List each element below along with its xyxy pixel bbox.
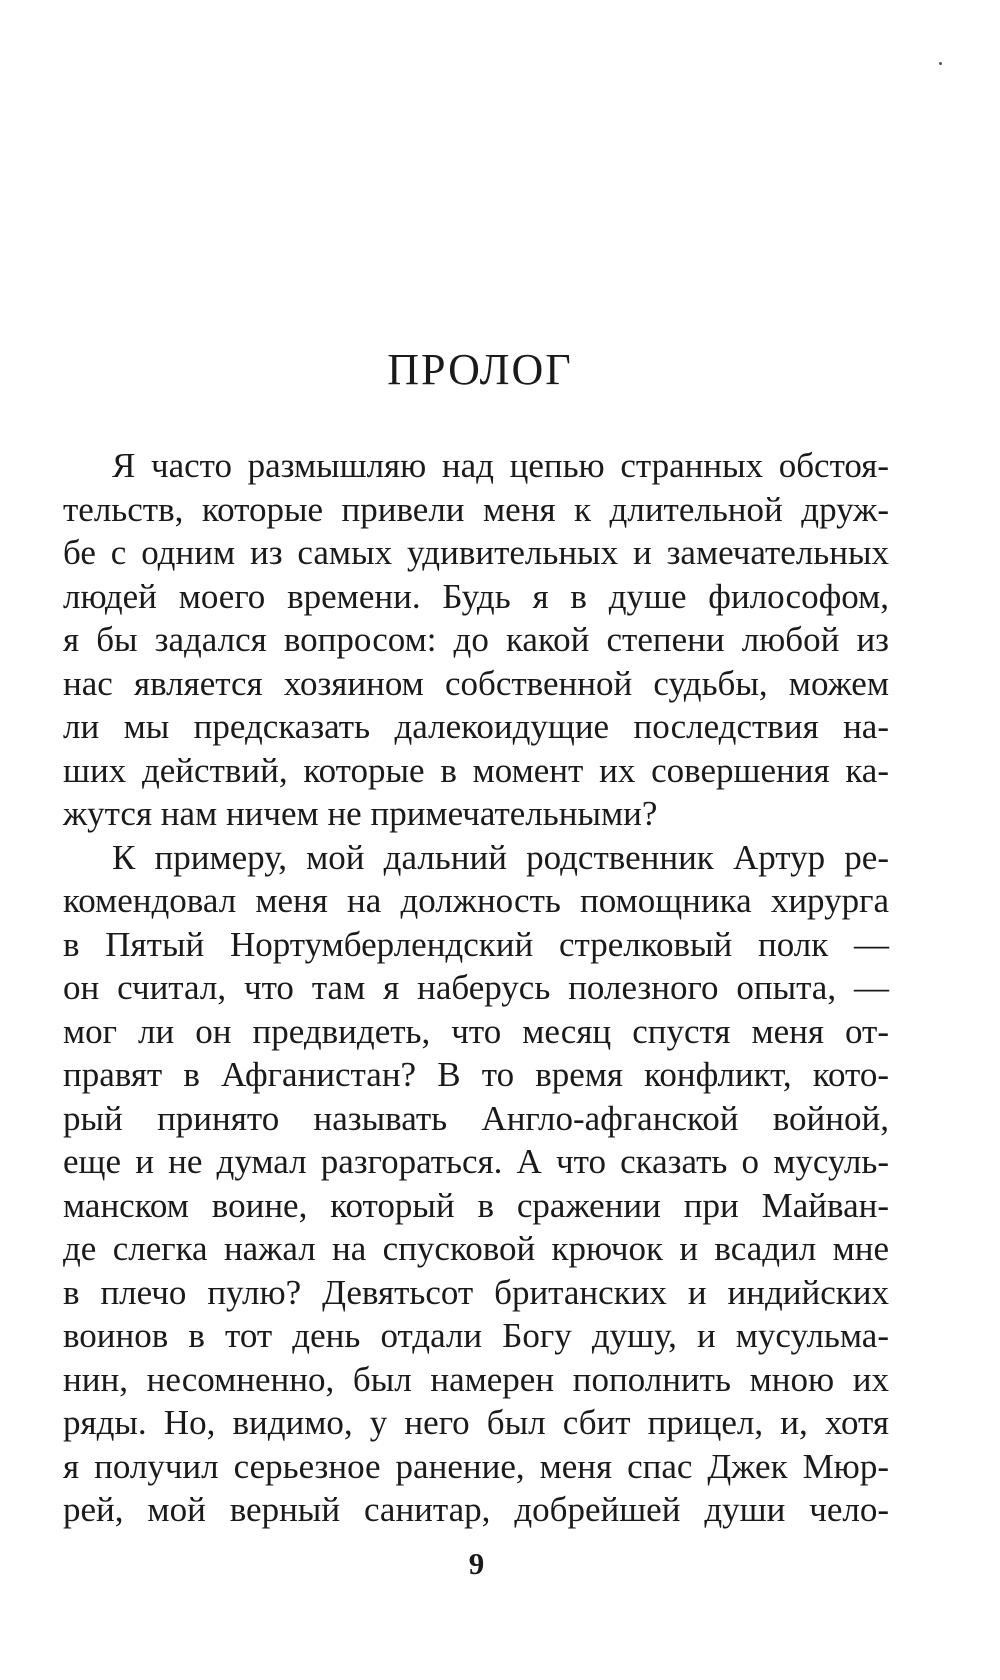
text-line: манском воине, который в сражении при Майван- <box>63 1185 889 1225</box>
text-line: рый принято называть Англо-афганской войной, <box>63 1098 889 1138</box>
text-line: в Пятый Нортумберлендский стрелковый полк — <box>63 924 889 964</box>
text-line: нас является хозяином собственной судьбы, можем <box>63 663 889 703</box>
text-line: он считал, что там я наберусь полезного опыта, — <box>63 968 889 1007</box>
text-line: ряды. Но, видимо, у него был сбит прицел, и, хотя <box>63 1403 889 1442</box>
text-line: тельств, которые привели меня к длительной друж- <box>63 489 889 529</box>
chapter-title: ПРОЛОГ <box>387 345 573 394</box>
text-line: жутся нам ничем не примечательными? <box>63 794 658 833</box>
text-line: еще и не думал разгораться. А что сказать о мусуль- <box>63 1142 889 1181</box>
text-line: де слегка нажал на спусковой крючок и всадил мне <box>63 1229 889 1268</box>
text-line: мог ли он предвидеть, что месяц спустя меня от- <box>63 1011 889 1051</box>
text-line: в плечо пулю? Девятьсот британских и индийских <box>63 1272 889 1312</box>
text-line: бе с одним из самых удивительных и замечательных <box>63 533 889 572</box>
text-line: рей, мой верный санитар, добрейшей души чело- <box>63 1490 889 1529</box>
text-line: комендовал меня на должность помощника хирурга <box>63 881 889 920</box>
text-line: правят в Афганистан? В то время конфликт, кото- <box>63 1055 889 1094</box>
text-line: ли мы предсказать далекоидущие последствия на- <box>63 707 889 746</box>
text-line: К примеру, мой дальний родственник Артур ре- <box>112 837 889 877</box>
text-line: людей моего времени. Будь я в душе философом, <box>63 576 889 616</box>
text-line: я бы задался вопросом: до какой степени любой из <box>63 620 889 659</box>
text-line: воинов в тот день отдали Богу душу, и мусульма- <box>63 1316 889 1355</box>
text-line: нин, несомненно, был намерен пополнить мною их <box>63 1359 889 1399</box>
text-line: Я часто размышляю над цепью странных обстоя- <box>112 446 889 485</box>
text-line: ших действий, которые в момент их совершения ка- <box>63 750 889 790</box>
chapter-body <box>63 444 889 1532</box>
text-line: я получил серьезное ранение, меня спас Джек Мюр- <box>63 1446 889 1486</box>
page-number: 9 <box>468 1546 485 1581</box>
scan-speck <box>939 62 942 65</box>
